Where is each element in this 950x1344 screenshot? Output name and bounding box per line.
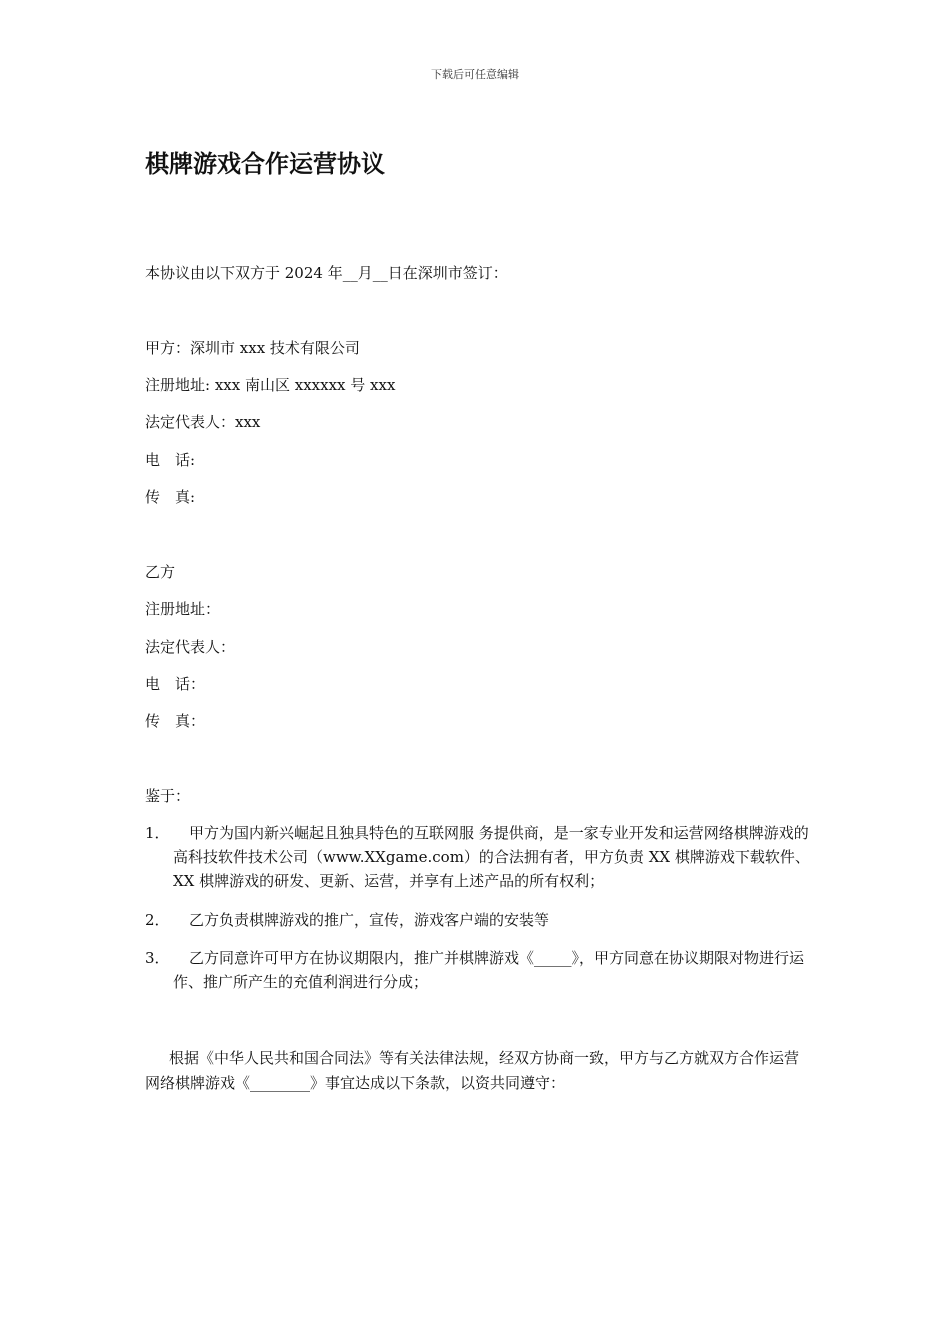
list-text: 乙方同意许可甲方在协议期限内，推广并棋牌游戏《_____》，甲方同意在协议期限对物进行运作、推广所产生的充值利润进行分成；: [173, 949, 805, 991]
whereas-item-1: [145, 821, 810, 893]
document-title: 棋牌游戏合作运营协议: [145, 150, 385, 178]
party-a-fax: 传 真:: [145, 488, 196, 506]
whereas-item-2: [145, 908, 810, 932]
list-number: 1．: [145, 824, 170, 842]
party-b-representative: 法定代表人：: [145, 638, 236, 656]
whereas-item-3: [145, 946, 810, 994]
closing-paragraph: 根据《中华人民共和国合同法》等有关法律法规，经双方协商一致，甲方与乙方就双方合作运营网络棋牌游戏《________》事宜达成以下条款，以资共同遵守：: [145, 1049, 800, 1092]
intro-line: 本协议由以下双方于 2024 年__月__日在深圳市签订：: [145, 264, 508, 282]
party-b-address: 注册地址：: [145, 600, 221, 618]
party-b-phone: 电 话：: [145, 675, 206, 693]
party-b-fax: 传 真：: [145, 712, 206, 730]
whereas-label: 鉴于：: [145, 787, 191, 805]
party-a-representative: 法定代表人：xxx: [145, 413, 261, 431]
party-b-name: 乙方: [145, 563, 176, 581]
party-a-phone: 电 话:: [145, 451, 196, 469]
list-number: 2．: [145, 911, 170, 929]
list-text: 甲方为国内新兴崛起且独具特色的互联网服 务提供商，是一家专业开发和运营网络棋牌游戏的高科技软件技术公司（www.XXgame.com）的合法拥有者，甲方负责 XX 棋牌游戏下载软件、XX 棋牌游戏的研发、更新、运营，并享有上述产品的所有权利；: [173, 824, 810, 890]
party-a-address: 注册地址: xxx 南山区 xxxxxx 号 xxx: [145, 376, 396, 394]
list-text: 乙方负责棋牌游戏的推广，宣传，游戏客户端的安装等: [189, 911, 550, 929]
party-a-name: 甲方：深圳市 xxx 技术有限公司: [145, 339, 360, 357]
list-number: 3．: [145, 949, 170, 967]
header-note: 下载后可任意编辑: [431, 68, 519, 81]
